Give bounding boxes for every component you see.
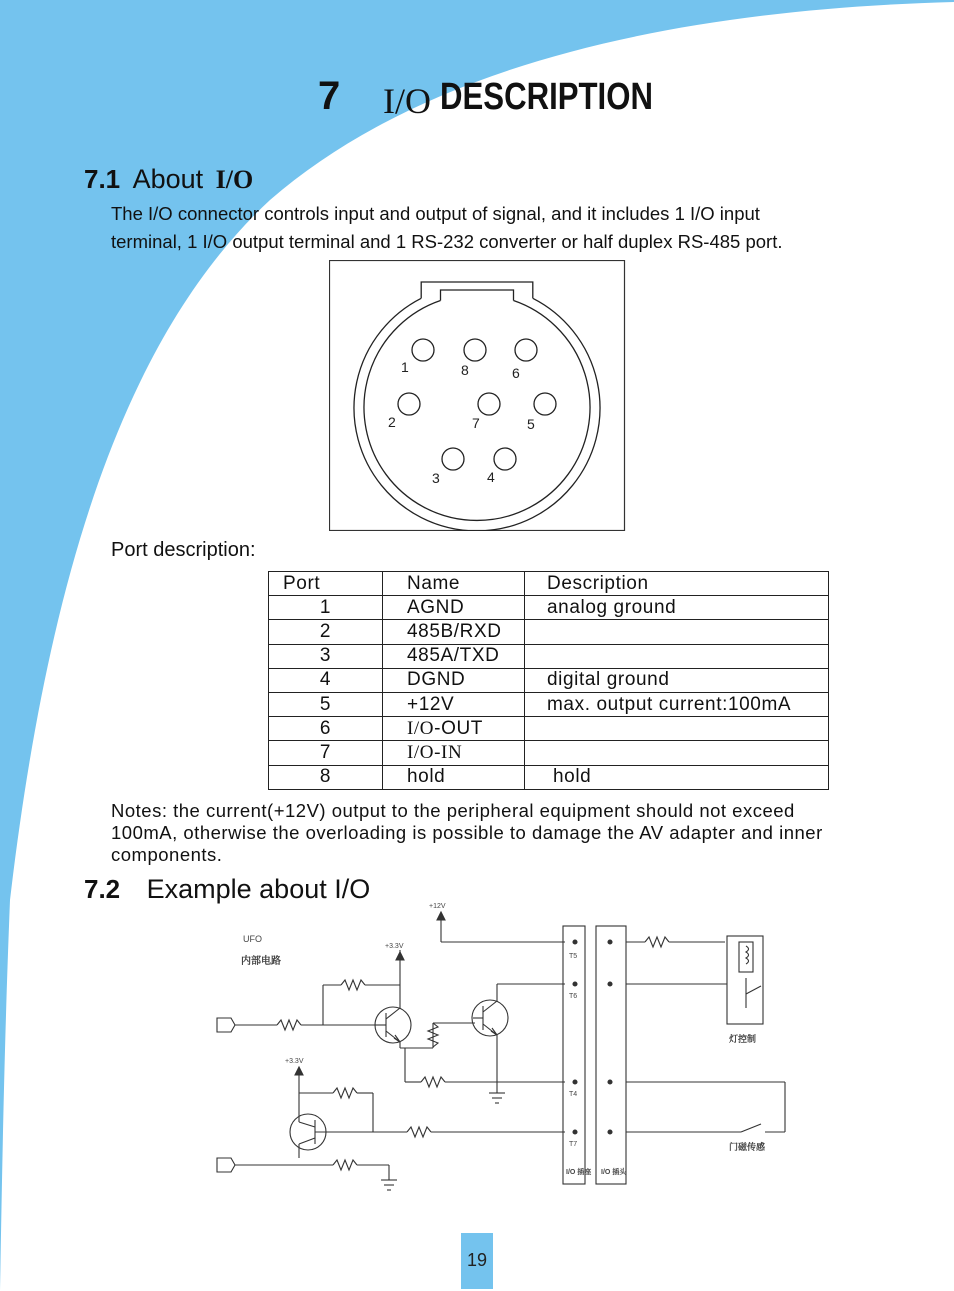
section-7-1-paragraph xyxy=(111,200,911,256)
cell-name: 485A/TXD xyxy=(383,644,525,668)
cell-port: 8 xyxy=(269,765,383,789)
cell-name: I/O-IN xyxy=(383,741,525,765)
resistor xyxy=(341,980,365,990)
internal-circuit-label: 内部电路 xyxy=(241,956,281,967)
terminal-t7: T7 xyxy=(569,1141,578,1148)
cell-name: AGND xyxy=(383,596,525,620)
terminal-t4: T4 xyxy=(569,1091,578,1098)
v33-left-label: +3.3V xyxy=(285,1058,304,1065)
cell-name xyxy=(383,717,525,741)
cell-port: 7 xyxy=(269,741,383,765)
io-plug-strip xyxy=(596,926,626,1184)
resistor xyxy=(277,1020,301,1030)
pin-label: 3 xyxy=(432,470,440,486)
section-7-1-heading xyxy=(84,164,253,195)
page-number: 19 xyxy=(466,1250,488,1270)
cell-description xyxy=(525,644,829,668)
cell-name: 485B/RXD xyxy=(383,620,525,644)
table-row xyxy=(269,741,829,765)
terminal-t6: T6 xyxy=(569,993,578,1000)
cell-port: 4 xyxy=(269,668,383,692)
pin-label: 2 xyxy=(388,414,396,430)
cell-port: 6 xyxy=(269,717,383,741)
cell-name-io: I/O xyxy=(407,717,435,739)
cell-port: 3 xyxy=(269,644,383,668)
v12-label: +12V xyxy=(429,903,446,910)
section-title-word: About xyxy=(132,164,204,194)
table-row xyxy=(269,692,829,716)
header-description: Description xyxy=(525,572,829,596)
notes-line: 100mA, otherwise the overloading is possible to damage the AV adapter and inner xyxy=(111,822,823,843)
io-socket-label: I/O 插座 xyxy=(566,1169,592,1176)
cell-name: +12V xyxy=(383,692,525,716)
v33-top-label: +3.3V xyxy=(385,943,404,950)
resistor xyxy=(645,937,669,947)
supply-arrow xyxy=(437,912,445,920)
light-control-box xyxy=(727,936,763,1024)
pin-label: 5 xyxy=(527,416,535,432)
notes-line: components. xyxy=(111,844,223,865)
light-control-label: 灯控制 xyxy=(729,1034,757,1044)
io-plug-label: I/O 插头 xyxy=(601,1169,627,1176)
chapter-number: 7 xyxy=(318,74,341,118)
table-row xyxy=(269,765,829,789)
ufo-label: UFO xyxy=(243,934,262,944)
table-row xyxy=(269,717,829,741)
chapter-title-io: I/O xyxy=(383,81,431,121)
cell-name: DGND xyxy=(383,668,525,692)
supply-arrow xyxy=(295,1067,303,1075)
pin-label: 1 xyxy=(401,359,409,375)
section-number: 7.2 xyxy=(84,874,121,904)
cell-port: 1 xyxy=(269,596,383,620)
table-row xyxy=(269,620,829,644)
resistor xyxy=(421,1077,445,1087)
pin-label: 6 xyxy=(512,365,520,381)
cell-name: hold xyxy=(383,765,525,789)
supply-arrow xyxy=(396,952,404,960)
cell-description xyxy=(525,741,829,765)
input-connector xyxy=(217,1018,235,1032)
cell-description xyxy=(525,717,829,741)
paragraph-line: terminal, 1 I/O output terminal and 1 RS-232 converter or half duplex RS-485 port. xyxy=(111,231,783,252)
cell-description: max. output current:100mA xyxy=(525,692,829,716)
cell-description: hold xyxy=(525,765,829,789)
notes xyxy=(111,800,911,866)
section-number: 7.1 xyxy=(84,164,121,194)
resistor xyxy=(333,1088,357,1098)
cell-description: analog ground xyxy=(525,596,829,620)
connector-diagram xyxy=(329,260,626,531)
table-row xyxy=(269,596,829,620)
table-header-row xyxy=(269,572,829,596)
diagram-frame xyxy=(330,261,625,531)
resistor xyxy=(407,1127,431,1137)
resistor xyxy=(333,1160,357,1170)
door-sensor-label: 门磁传感 xyxy=(729,1142,766,1152)
cell-description xyxy=(525,620,829,644)
pin-label: 4 xyxy=(487,469,495,485)
pin-label: 8 xyxy=(461,362,469,378)
cell-port: 2 xyxy=(269,620,383,644)
pin-label: 7 xyxy=(472,415,480,431)
cell-description: digital ground xyxy=(525,668,829,692)
section-title-io: I/O xyxy=(215,165,254,194)
section-title: Example about I/O xyxy=(146,874,371,904)
header-name: Name xyxy=(383,572,525,596)
notes-line: Notes: the current(+12V) output to the peripheral equipment should not exceed xyxy=(111,800,795,821)
paragraph-line: The I/O connector controls input and output of signal, and it includes 1 I/O input xyxy=(111,203,760,224)
header-port: Port xyxy=(269,572,383,596)
cell-name-suffix: -OUT xyxy=(434,717,483,739)
port-table xyxy=(268,571,829,790)
terminal-t5: T5 xyxy=(569,953,578,960)
port-description-label: Port description: xyxy=(111,539,256,561)
cell-port: 5 xyxy=(269,692,383,716)
input-connector xyxy=(217,1158,235,1172)
table-row xyxy=(269,668,829,692)
circuit-diagram xyxy=(205,898,805,1193)
table-row xyxy=(269,644,829,668)
chapter-title: DESCRIPTION xyxy=(440,76,653,118)
